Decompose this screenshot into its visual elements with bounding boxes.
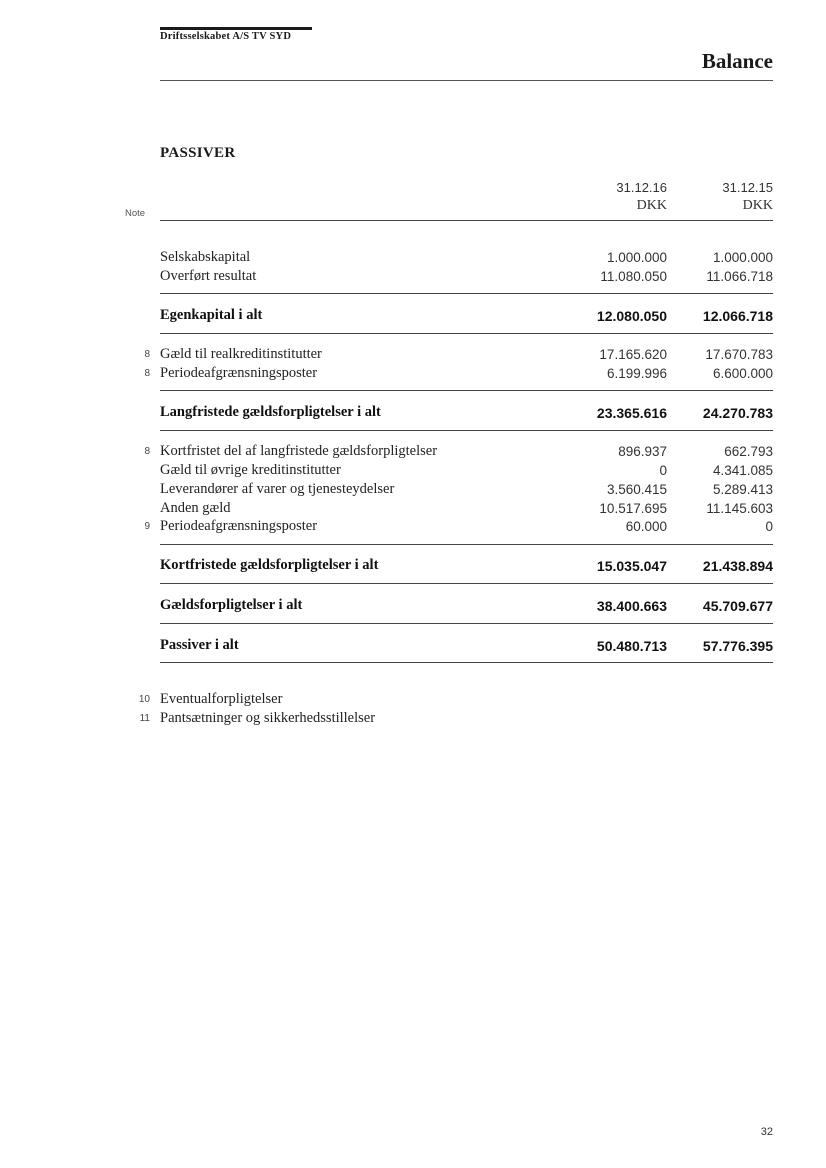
total-2016: 12.080.050: [596, 308, 667, 324]
table-row: [0, 443, 826, 462]
row-divider: [160, 583, 773, 584]
table-row: [0, 462, 826, 481]
row-divider: [160, 544, 773, 545]
row-divider: [160, 293, 773, 294]
note-ref: 8: [144, 446, 150, 457]
total-label: Langfristede gældsforpligtelser i alt: [160, 404, 381, 420]
col1-currency: DKK: [636, 198, 667, 213]
table-row: [0, 249, 826, 268]
company-rule: [160, 27, 312, 30]
col1-date: 31.12.16: [616, 180, 667, 195]
value-2015: 17.670.783: [705, 347, 773, 362]
row-label: Periodeafgrænsningsposter: [160, 365, 318, 381]
table-row: [0, 518, 826, 537]
value-2016: 3.560.415: [606, 482, 667, 497]
value-2015: 0: [765, 519, 773, 534]
total-2015: 45.709.677: [702, 598, 773, 614]
value-2015: 6.600.000: [712, 366, 773, 381]
note-column-label: Note: [125, 208, 146, 219]
total-2015: 12.066.718: [702, 308, 773, 324]
section-title: PASSIVER: [160, 145, 236, 161]
total-2015: 24.270.783: [702, 405, 773, 421]
value-2015: 1.000.000: [712, 250, 773, 265]
value-2016: 1.000.000: [606, 250, 667, 265]
footnote-row: [0, 691, 826, 710]
row-label: Gæld til øvrige kreditinstitutter: [160, 462, 341, 478]
total-row: [0, 557, 826, 576]
row-divider: [160, 430, 773, 431]
row-divider: [160, 333, 773, 334]
note-ref: 9: [144, 521, 150, 532]
row-label: Leverandører af varer og tjenesteydelser: [160, 481, 395, 497]
table-row: [0, 481, 826, 500]
value-2016: 0: [659, 463, 667, 478]
footnote-label: Pantsætninger og sikkerhedsstillelser: [160, 710, 376, 726]
total-2015: 57.776.395: [702, 638, 773, 654]
page-title: Balance: [701, 49, 773, 73]
row-label: Overført resultat: [160, 268, 257, 284]
value-2015: 5.289.413: [712, 482, 773, 497]
row-label: Periodeafgrænsningsposter: [160, 518, 318, 534]
total-label: Kortfristede gældsforpligtelser i alt: [160, 557, 379, 573]
row-label: Kortfristet del af langfristede gældsforpligtelser: [160, 443, 438, 459]
value-2016: 896.937: [618, 444, 667, 459]
total-row: [0, 597, 826, 616]
note-ref: 8: [144, 349, 150, 360]
table-row: [0, 346, 826, 365]
value-2015: 662.793: [724, 444, 773, 459]
grand-total-row: [0, 637, 826, 656]
table-row: [0, 500, 826, 519]
value-2016: 11.080.050: [600, 269, 667, 284]
value-2016: 10.517.695: [599, 501, 667, 516]
total-2016: 50.480.713: [596, 638, 667, 654]
header-divider: [160, 220, 773, 221]
value-2015: 11.145.603: [706, 501, 773, 516]
value-2015: 4.341.085: [712, 463, 773, 478]
value-2016: 17.165.620: [599, 347, 667, 362]
footnote-label: Eventualforpligtelser: [160, 691, 283, 707]
note-ref: 11: [139, 713, 150, 724]
footnote-row: [0, 710, 826, 729]
value-2015: 11.066.718: [706, 269, 773, 284]
row-label: Anden gæld: [160, 500, 231, 516]
col2-currency: DKK: [742, 198, 773, 213]
value-2016: 60.000: [625, 519, 667, 534]
company-name: Driftsselskabet A/S TV SYD: [160, 31, 292, 42]
total-2016: 38.400.663: [596, 598, 667, 614]
total-label: Egenkapital i alt: [160, 307, 263, 323]
note-ref: 8: [144, 368, 150, 379]
total-label: Passiver i alt: [160, 637, 239, 653]
row-divider: [160, 390, 773, 391]
page-number: 32: [760, 1126, 773, 1138]
row-divider: [160, 623, 773, 624]
total-label: Gældsforpligtelser i alt: [160, 597, 303, 613]
note-ref: 10: [138, 694, 150, 705]
total-2016: 15.035.047: [596, 558, 667, 574]
row-divider: [160, 662, 773, 663]
col2-date: 31.12.15: [722, 180, 773, 195]
total-row: [0, 307, 826, 326]
row-label: Selskabskapital: [160, 249, 251, 265]
table-row: [0, 365, 826, 384]
total-2016: 23.365.616: [596, 405, 667, 421]
title-divider: [160, 80, 773, 81]
total-row: [0, 404, 826, 423]
table-row: [0, 268, 826, 287]
row-label: Gæld til realkreditinstitutter: [160, 346, 322, 362]
value-2016: 6.199.996: [606, 366, 667, 381]
total-2015: 21.438.894: [702, 558, 773, 574]
